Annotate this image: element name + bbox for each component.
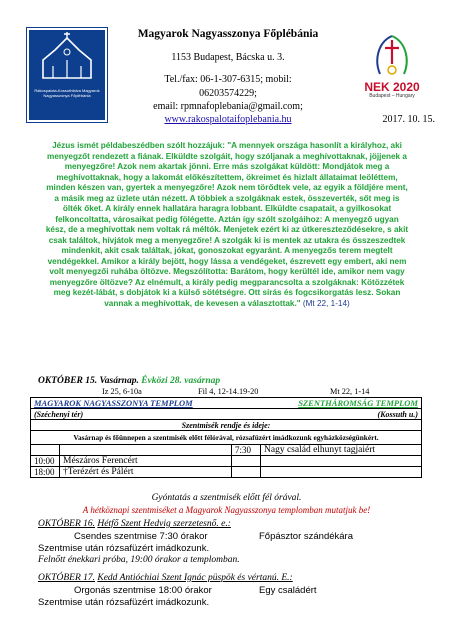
day-date: OKTÓBER 17.	[38, 573, 95, 583]
church-right-name: SZENTHÁROMSÁG TEMPLOM	[298, 398, 418, 408]
nek-logo-text: NEK 2020	[364, 80, 420, 94]
parish-website-link[interactable]: www.rakospalotaifoplebania.hu	[164, 114, 292, 125]
reading-2: Fil 4, 12-14.19-20	[198, 387, 259, 396]
day-title: Kedd Antióchiai Szent Ignác püspök és vértanú. E.:	[97, 573, 293, 583]
day-mass: Csendes szentmise 7:30 órakor	[74, 531, 208, 542]
day-heading	[38, 573, 293, 583]
mass-time-right	[232, 467, 261, 478]
mass-intention-left: †Terézért és Pálért	[60, 467, 232, 478]
mass-time-left: 10:00	[31, 456, 60, 467]
mass-time-left	[31, 445, 60, 456]
order-heading-row	[31, 420, 422, 431]
day-intention: Egy családért	[259, 585, 317, 596]
rosary-note-row	[31, 431, 422, 445]
church-names-row	[31, 398, 422, 409]
mass-schedule-table	[30, 397, 422, 478]
gospel-reference: (Mt 22, 1-14)	[302, 298, 350, 308]
church-right-location: (Kossuth u.)	[232, 409, 422, 420]
table-row	[31, 445, 422, 456]
table-row	[31, 467, 422, 478]
mass-time-left: 18:00	[31, 467, 60, 478]
church-location-row	[31, 409, 422, 420]
church-left-cell	[31, 398, 232, 409]
sunday-heading	[38, 376, 220, 386]
mass-intention-right	[261, 456, 422, 467]
parish-address: 1153 Budapest, Bácska u. 3.	[171, 52, 285, 63]
gospel-text: Jézus ismét példabeszédben szólt hozzájuk: "A mennyek országa hasonlít a királyhoz, aki menyegzőt rendezett a fiának. Elküldte szolgáit, hogy szóljanak a meghívottaknak, jöjjenek a menyegzőre! Azok nem akartak jönni. Erre más szolgákat küldött: Mondjátok meg a meghívottaknak, hogy a lakomát előkészítettem, ökreimet és hizlalt állataimat leöléttem, minden készen van, gyertek a menyegzőre! Azok nem törődtek vele, az egyik a földjére ment, a másik meg az üzlete után nézett. A többiek a szolgáknak estek, összeverték, sőt meg is ölték őket. A király ennek hallatára haragra lobbant. Elküldte csapatait, a gyilkosokat felkoncoltatta, városaikat pedig fölégette. Aztán így szólt szolgáihoz: A menyegző ugyan kész, de a meghívottak nem voltak rá méltók. Menjetek ezért ki az útkereszteződésekre, s akit csak találtok, hívjátok meg a menyegzőre! A szolgák ki is mentek az utakra és összeszedtek mindenkit, akit csak találtak, jókat, gonoszokat egyaránt. A menyegzős terem megtelt vendégekkel. Amikor a király bejött, hogy lássa a vendégeket, észrevett egy embert, aki nem volt menyegzői ruhába öltözve. Megszólította: Barátom, hogy kerültél ide, amikor nem vagy menyegzőre öltözve? Az elnémult, a király pedig megparancsolta a szolgáknak: Kötözzétek meg kezét-lábát, s dobjátok ki a külső sötétségre. Ott sírás és fogcsikorgatás lesz. Sokan vannak a meghívottak, de kevesen a választottak."	[45, 141, 409, 308]
day-rosary: Szentmise után rózsafüzért imádkozunk.	[38, 597, 210, 608]
church-left-location: (Széchenyi tér)	[31, 409, 232, 420]
parish-phone	[112, 73, 344, 101]
bulletin-date: 2017. 10. 15.	[382, 114, 435, 125]
nek-2020-logo	[352, 30, 432, 112]
day-title: Hétfő Szent Hedvig szerzetesnő. e.:	[97, 519, 231, 529]
church-left-name: MAGYAROK NAGYASSZONYA TEMPLOM	[34, 398, 193, 408]
reading-3: Mt 22, 1-14	[330, 387, 370, 396]
day-heading	[38, 519, 231, 529]
phone-line-1: Tel./fax: 06-1-307-6315; mobil:	[164, 74, 292, 85]
day-extra: Felnőtt énekkari próba, 19:00 órakor a templomban.	[38, 555, 240, 565]
day-date: OKTÓBER 16.	[38, 519, 95, 529]
sunday-date: OKTÓBER 15. Vasárnap.	[38, 376, 139, 386]
gospel-passage	[45, 141, 409, 309]
parish-logo-text: Rákospalota-Kossuthfalva Magyarok Nagyasszonya Főplébánia	[34, 88, 100, 98]
mass-time-right	[232, 456, 261, 467]
mass-intention-right: Nagy család elhunyt tagjaiért	[261, 445, 422, 456]
church-right-cell	[232, 398, 422, 409]
sunday-feast: Évközi 28. vasárnap	[141, 376, 221, 386]
church-emblem-icon	[29, 30, 105, 86]
mass-time-right: 7:30	[232, 445, 261, 456]
mass-intention-left: Mészáros Ferencért	[60, 456, 232, 467]
parish-logo	[27, 28, 107, 122]
day-mass: Orgonás szentmise 18:00 órakor	[74, 585, 212, 596]
confession-note: Gyóntatás a szentmisék előtt fél órával.	[151, 493, 302, 503]
parish-email: email: rpmnafoplebania@gmail.com;	[153, 101, 303, 112]
mass-intention-right	[261, 467, 422, 478]
mass-intention-left	[60, 445, 232, 456]
day-rosary: Szentmise után rózsafüzért imádkozunk.	[38, 543, 210, 554]
rosary-note: Vasárnap és főünnepen a szentmisék előtt félórával, rózsafüzért imádkozunk egyházközségünkért.	[31, 431, 422, 445]
nek-cross-icon	[352, 30, 432, 80]
mass-order-heading: Szentmisék rendje és ideje:	[31, 420, 422, 431]
nek-logo-subtext: Budapest – Hungary	[369, 93, 415, 99]
weekday-mass-note: A hétköznapi szentmiséket a Magyarok Nagyasszonya templomban mutatjuk be!	[82, 505, 371, 515]
table-row	[31, 456, 422, 467]
phone-line-2: 06203574229;	[199, 88, 257, 99]
day-intention: Főpásztor szándékára	[259, 531, 353, 542]
parish-title: Magyarok Nagyasszonya Főplébánia	[137, 28, 319, 40]
reading-1: Iz 25, 6-10a	[102, 387, 142, 396]
